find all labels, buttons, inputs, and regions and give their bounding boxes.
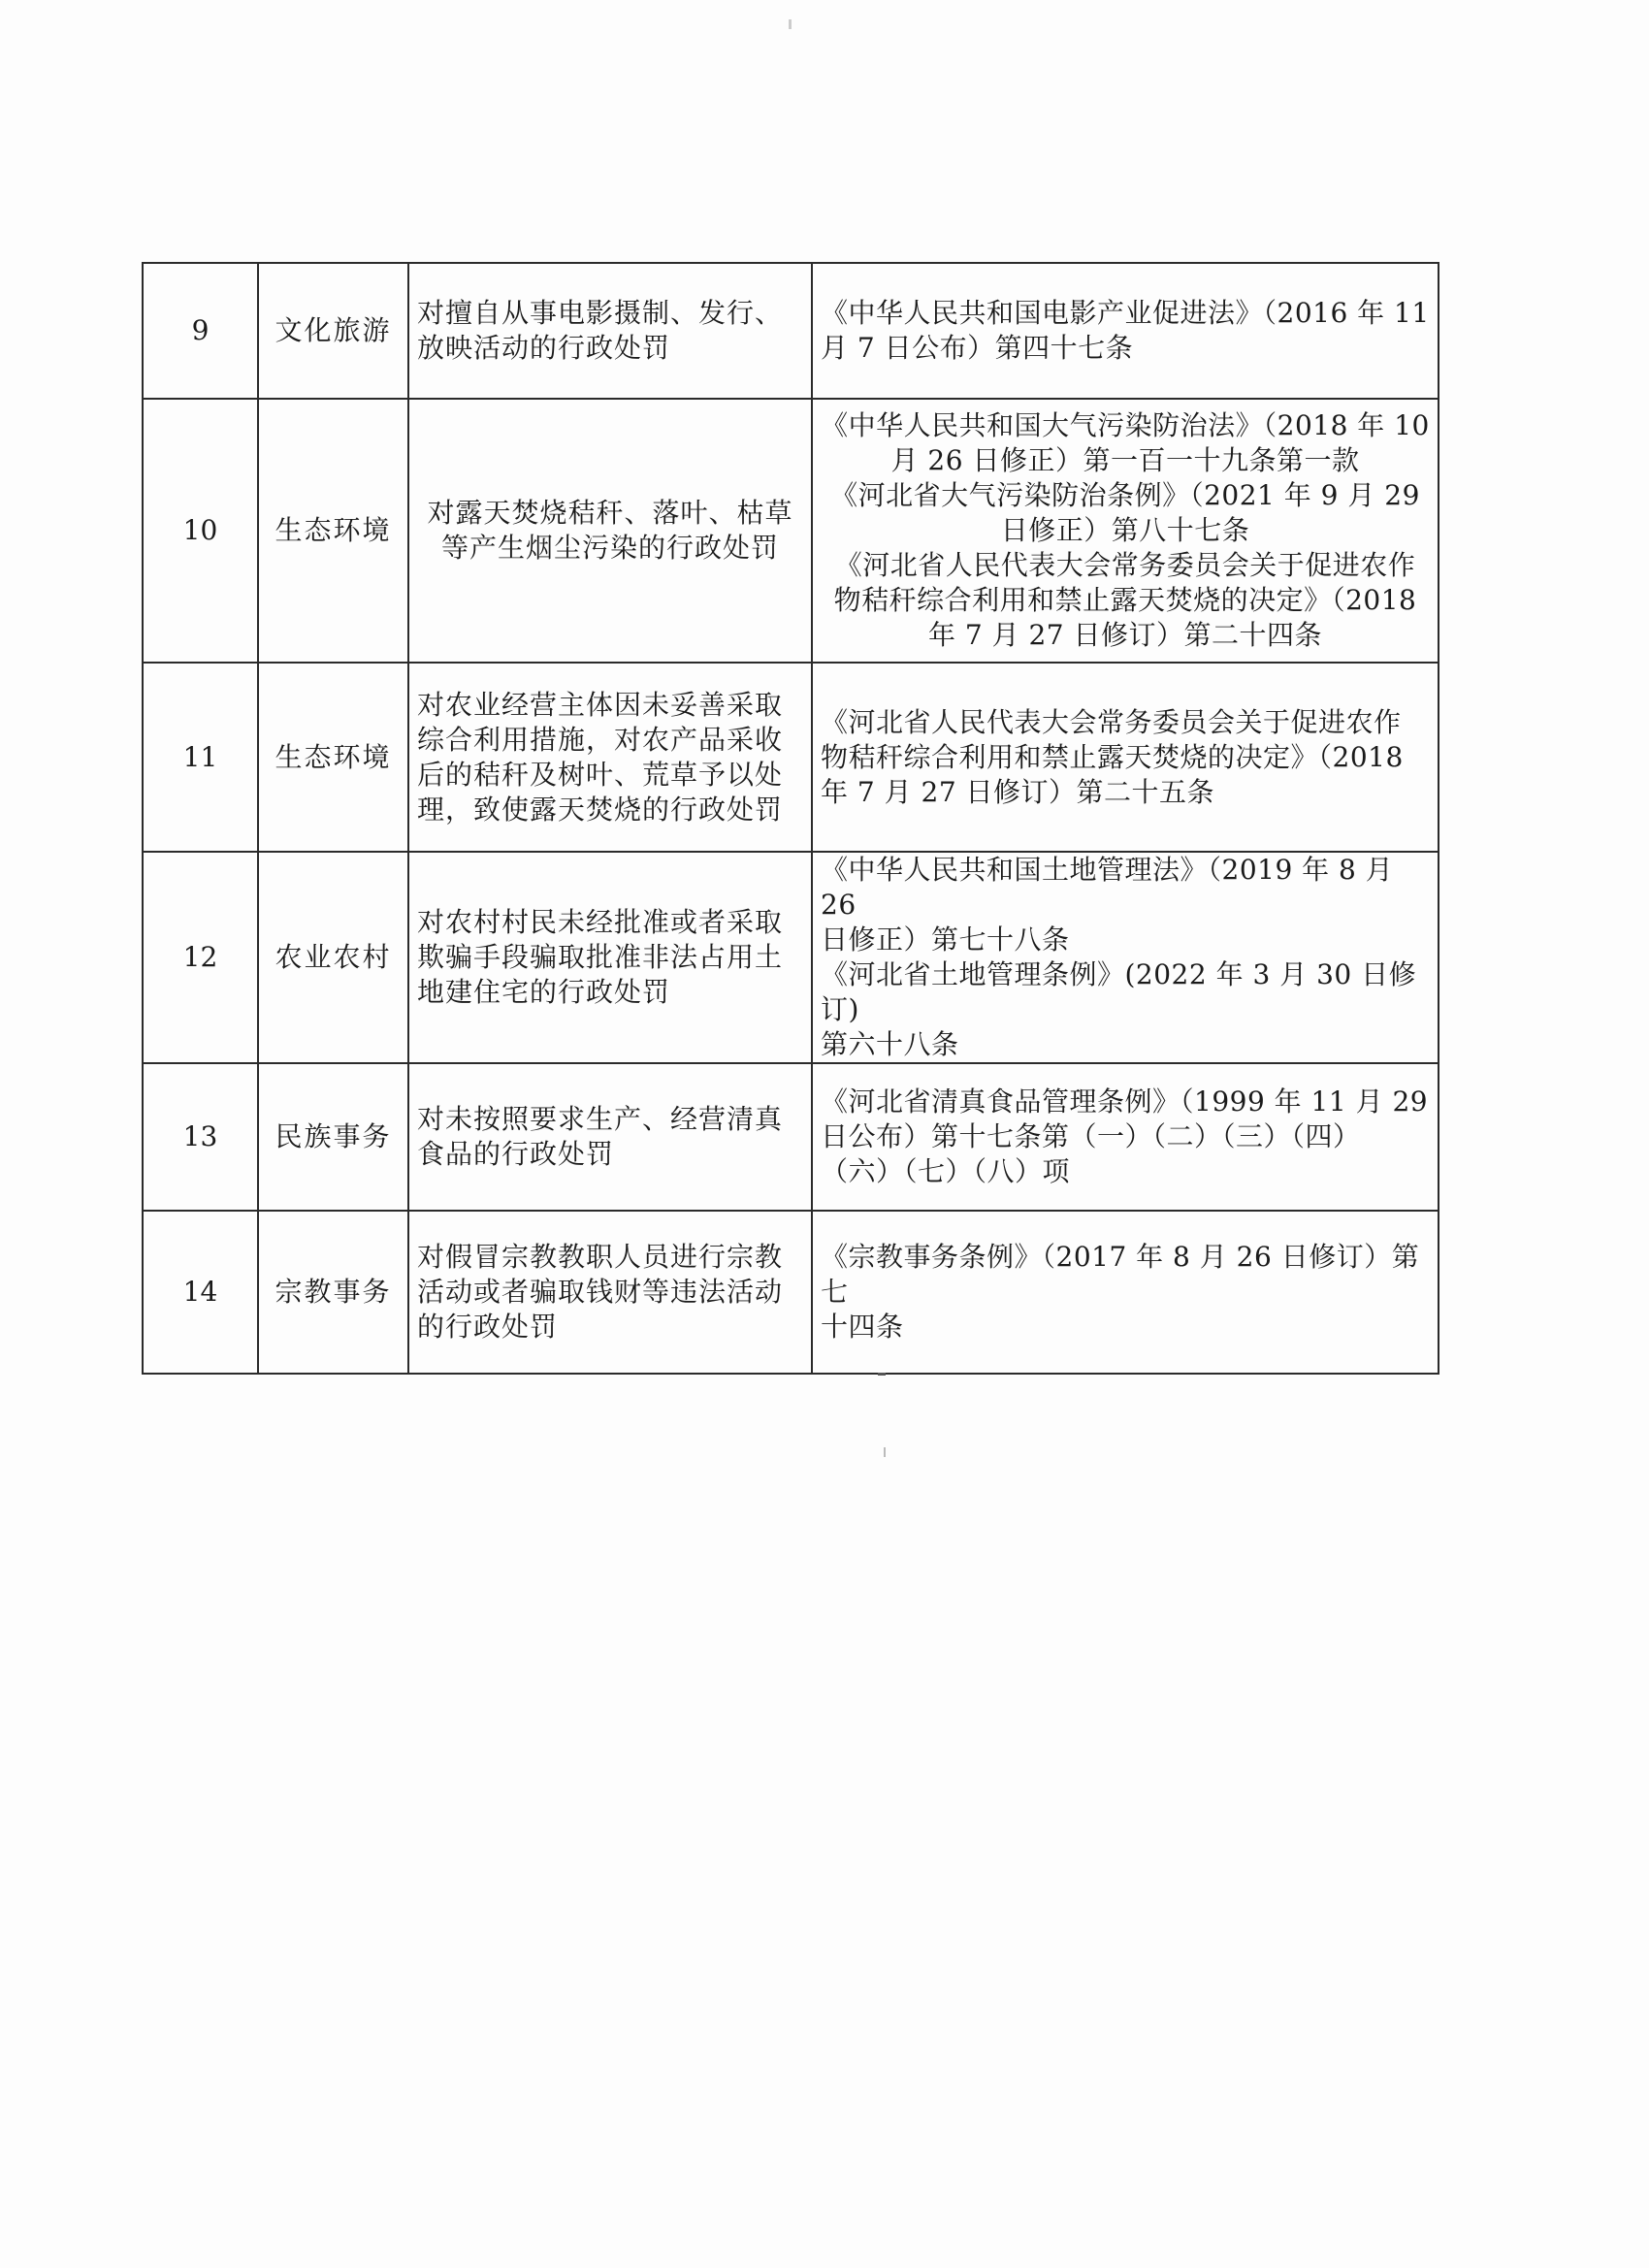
penalty-matter-cell [408, 399, 812, 663]
basis-line: 年 7 月 27 日修订）第二十五条 [821, 775, 1215, 808]
legal-basis-cell [812, 399, 1439, 663]
department-cell: 生态环境 [258, 399, 408, 663]
penalty-matter-cell [408, 1211, 812, 1374]
basis-line: 月 26 日修正）第一百一十九条第一款 [890, 444, 1360, 476]
basis-line: 《河北省人民代表大会常务委员会关于促进农作 [821, 705, 1402, 738]
basis-line: 十四条 [821, 1311, 904, 1343]
table-row [143, 1063, 1439, 1211]
row-number: 14 [143, 1211, 258, 1374]
matter-line: 综合利用措施，对农产品采收 [417, 723, 784, 756]
matter-line: 放映活动的行政处罚 [417, 332, 671, 364]
scan-mark [884, 1447, 886, 1457]
matter-line: 等产生烟尘污染的行政处罚 [440, 532, 779, 564]
basis-line: 第六十八条 [821, 1028, 959, 1060]
legal-basis-cell [812, 263, 1439, 399]
matter-line: 理，致使露天焚烧的行政处罚 [417, 793, 784, 826]
scan-mark [789, 19, 792, 29]
matter-line: 对农业经营主体因未妥善采取 [417, 688, 784, 721]
penalty-matter-cell [408, 663, 812, 852]
matter-line: 对未按照要求生产、经营清真 [417, 1103, 784, 1135]
department-cell: 宗教事务 [258, 1211, 408, 1374]
penalty-table [142, 262, 1439, 1375]
matter-line: 活动或者骗取钱财等违法活动 [417, 1276, 784, 1308]
matter-line: 食品的行政处罚 [417, 1138, 615, 1170]
matter-line: 欺骗手段骗取批准非法占用土 [417, 941, 784, 973]
basis-line: 《宗教事务条例》（2017 年 8 月 26 日修订）第七 [821, 1241, 1420, 1308]
basis-line: 年 7 月 27 日修订）第二十四条 [927, 619, 1323, 651]
department-cell: 生态环境 [258, 663, 408, 852]
matter-line: 对农村村民未经批准或者采取 [417, 906, 784, 938]
matter-line: 对假冒宗教教职人员进行宗教 [417, 1241, 784, 1273]
basis-line: 《中华人民共和国电影产业促进法》（2016 年 11 [821, 297, 1430, 329]
row-number: 12 [143, 852, 258, 1063]
department-cell: 民族事务 [258, 1063, 408, 1211]
basis-line: 《中华人民共和国大气污染防治法》（2018 年 10 [821, 409, 1430, 441]
row-number: 10 [143, 399, 258, 663]
basis-line: 日公布）第十七条第（一）（二）（三）（四） [821, 1120, 1361, 1152]
department-cell: 农业农村 [258, 852, 408, 1063]
basis-line: 《中华人民共和国土地管理法》（2019 年 8 月 26 [821, 854, 1394, 921]
table-row [143, 399, 1439, 663]
legal-basis-cell [812, 1211, 1439, 1374]
legal-basis-cell [812, 1063, 1439, 1211]
penalty-matter-cell [408, 852, 812, 1063]
department-cell: 文化旅游 [258, 263, 408, 399]
table-row [143, 663, 1439, 852]
matter-line: 地建住宅的行政处罚 [417, 976, 671, 1008]
matter-line: 的行政处罚 [417, 1311, 559, 1343]
penalty-matter-cell [408, 1063, 812, 1211]
matter-line: 对露天焚烧秸秆、落叶、枯草 [427, 497, 793, 529]
table-row [143, 852, 1439, 1063]
row-number: 11 [143, 663, 258, 852]
basis-line: （六）（七）（八）项 [821, 1155, 1071, 1187]
row-number: 13 [143, 1063, 258, 1211]
legal-basis-cell [812, 852, 1439, 1063]
basis-line: 日修正）第七十八条 [821, 923, 1070, 956]
basis-line: 月 7 日公布）第四十七条 [821, 332, 1134, 364]
basis-line: 物秸秆综合利用和禁止露天焚烧的决定》（2018 [821, 740, 1404, 773]
matter-line: 对擅自从事电影摄制、发行、 [417, 297, 784, 329]
table-row [143, 263, 1439, 399]
penalty-matter-cell [408, 263, 812, 399]
row-number: 9 [143, 263, 258, 399]
basis-line: 《河北省人民代表大会常务委员会关于促进农作 [834, 549, 1416, 581]
basis-line: 物秸秆综合利用和禁止露天焚烧的决定》（2018 [833, 584, 1417, 616]
basis-line: 《河北省清真食品管理条例》（1999 年 11 月 29 [821, 1085, 1429, 1118]
basis-line: 日修正）第八十七条 [1000, 514, 1250, 546]
table-row [143, 1211, 1439, 1374]
legal-basis-cell [812, 663, 1439, 852]
scan-mark [878, 1373, 886, 1376]
basis-line: 《河北省土地管理条例》(2022 年 3 月 30 日修订) [821, 958, 1417, 1025]
basis-line: 《河北省大气污染防治条例》（2021 年 9 月 29 [830, 479, 1420, 511]
matter-line: 后的秸秆及树叶、荒草予以处 [417, 758, 784, 791]
